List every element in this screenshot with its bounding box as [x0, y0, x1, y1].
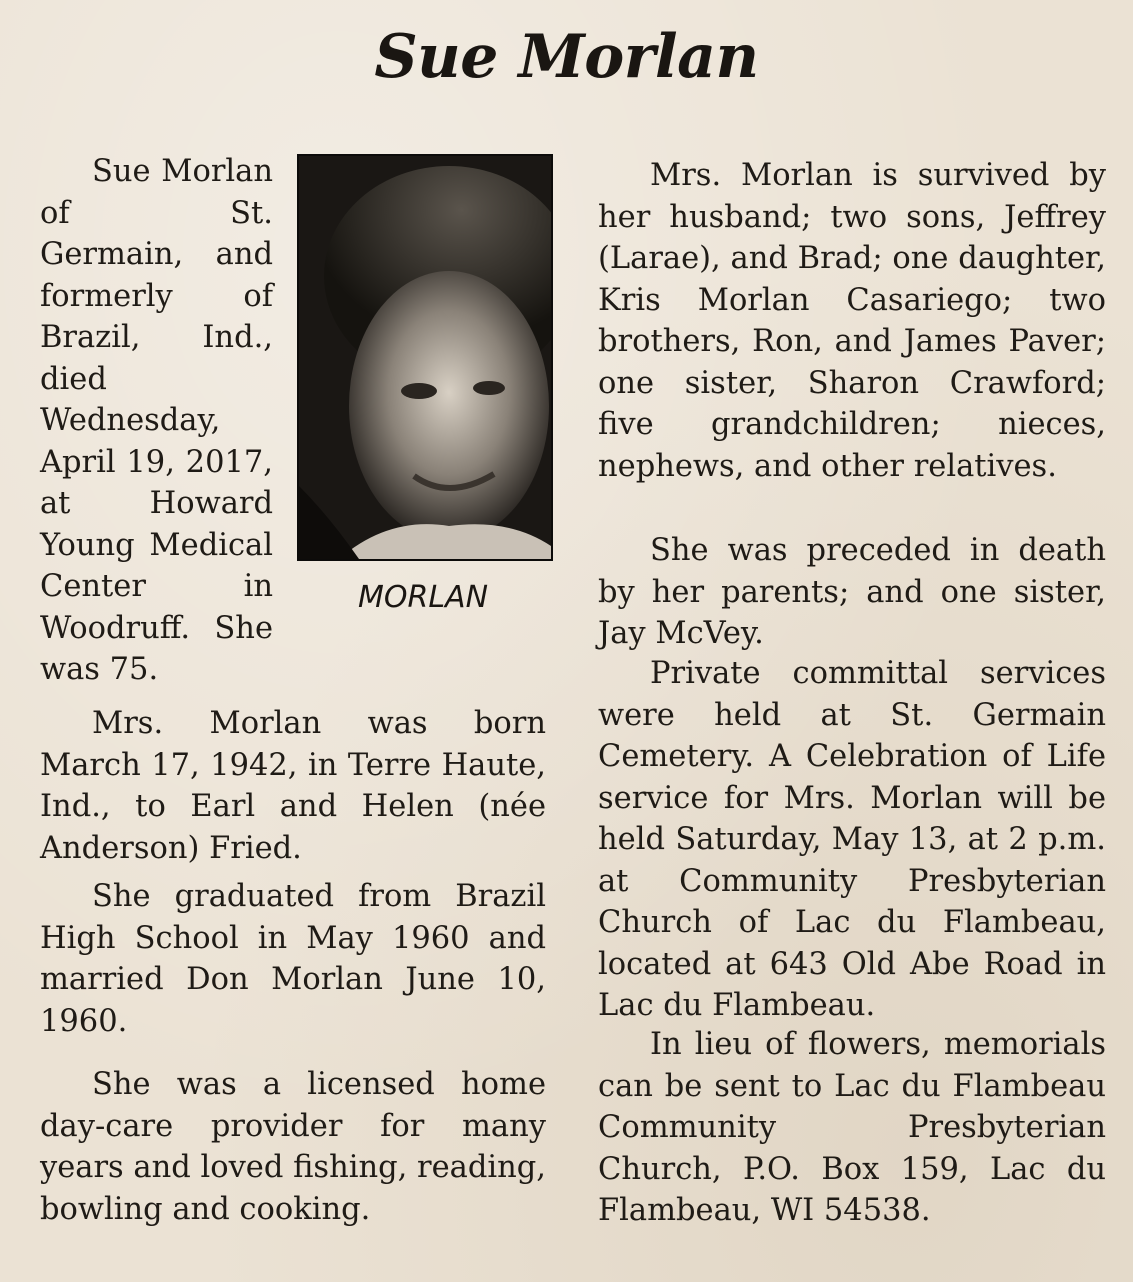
obituary-paragraph-memorials: In lieu of flowers, memorials can be sent to Lac du Flambeau Community Presbyterian Church, P.O. Box 159, Lac du Flambeau, WI 54538.: [598, 1027, 1106, 1228]
obituary-paragraph-preceded: She was preceded in death by her parents; and one sister, Jay McVey.: [598, 533, 1106, 651]
photo-caption: MORLAN: [357, 580, 489, 615]
obituary-title: Sue Morlan: [374, 22, 759, 92]
obituary-paragraph-services: Private committal services were held at St. Germain Cemetery. A Celebration of Life service for Mrs. Morlan will be held Saturday, May 13, at 2 p.m. at Community Presbyterian Church of Lac du Flambeau, located at 643 Old Abe Road in Lac du Flambeau.: [598, 656, 1106, 1023]
obituary-paragraph-survivors: Mrs. Morlan is survived by her husband; two sons, Jeffrey (Larae), and Brad; one daughter, Kris Morlan Casariego; two brothers, Ron, and James Paver; one sister, Sharon Crawford; five grandchildren; nieces, nephews, and other relatives.: [598, 158, 1106, 484]
obituary-paragraph-career: She was a licensed home day-care provider for many years and loved fishing, reading, bowling and cooking.: [40, 1067, 546, 1227]
obituary-paragraph-birth: Mrs. Morlan was born March 17, 1942, in Terre Haute, Ind., to Earl and Helen (née Anderson) Fried.: [40, 706, 546, 866]
obituary-paragraph-intro: Sue Morlan of St. Germain, and formerly of Brazil, Ind., died Wednesday, April 19, 2017, at Howard Young Medical Center in Woodruff. She was 75.: [40, 154, 273, 687]
portrait-photo: [297, 154, 553, 561]
obituary-paragraph-education: She graduated from Brazil High School in May 1960 and married Don Morlan June 10, 1960.: [40, 879, 546, 1039]
